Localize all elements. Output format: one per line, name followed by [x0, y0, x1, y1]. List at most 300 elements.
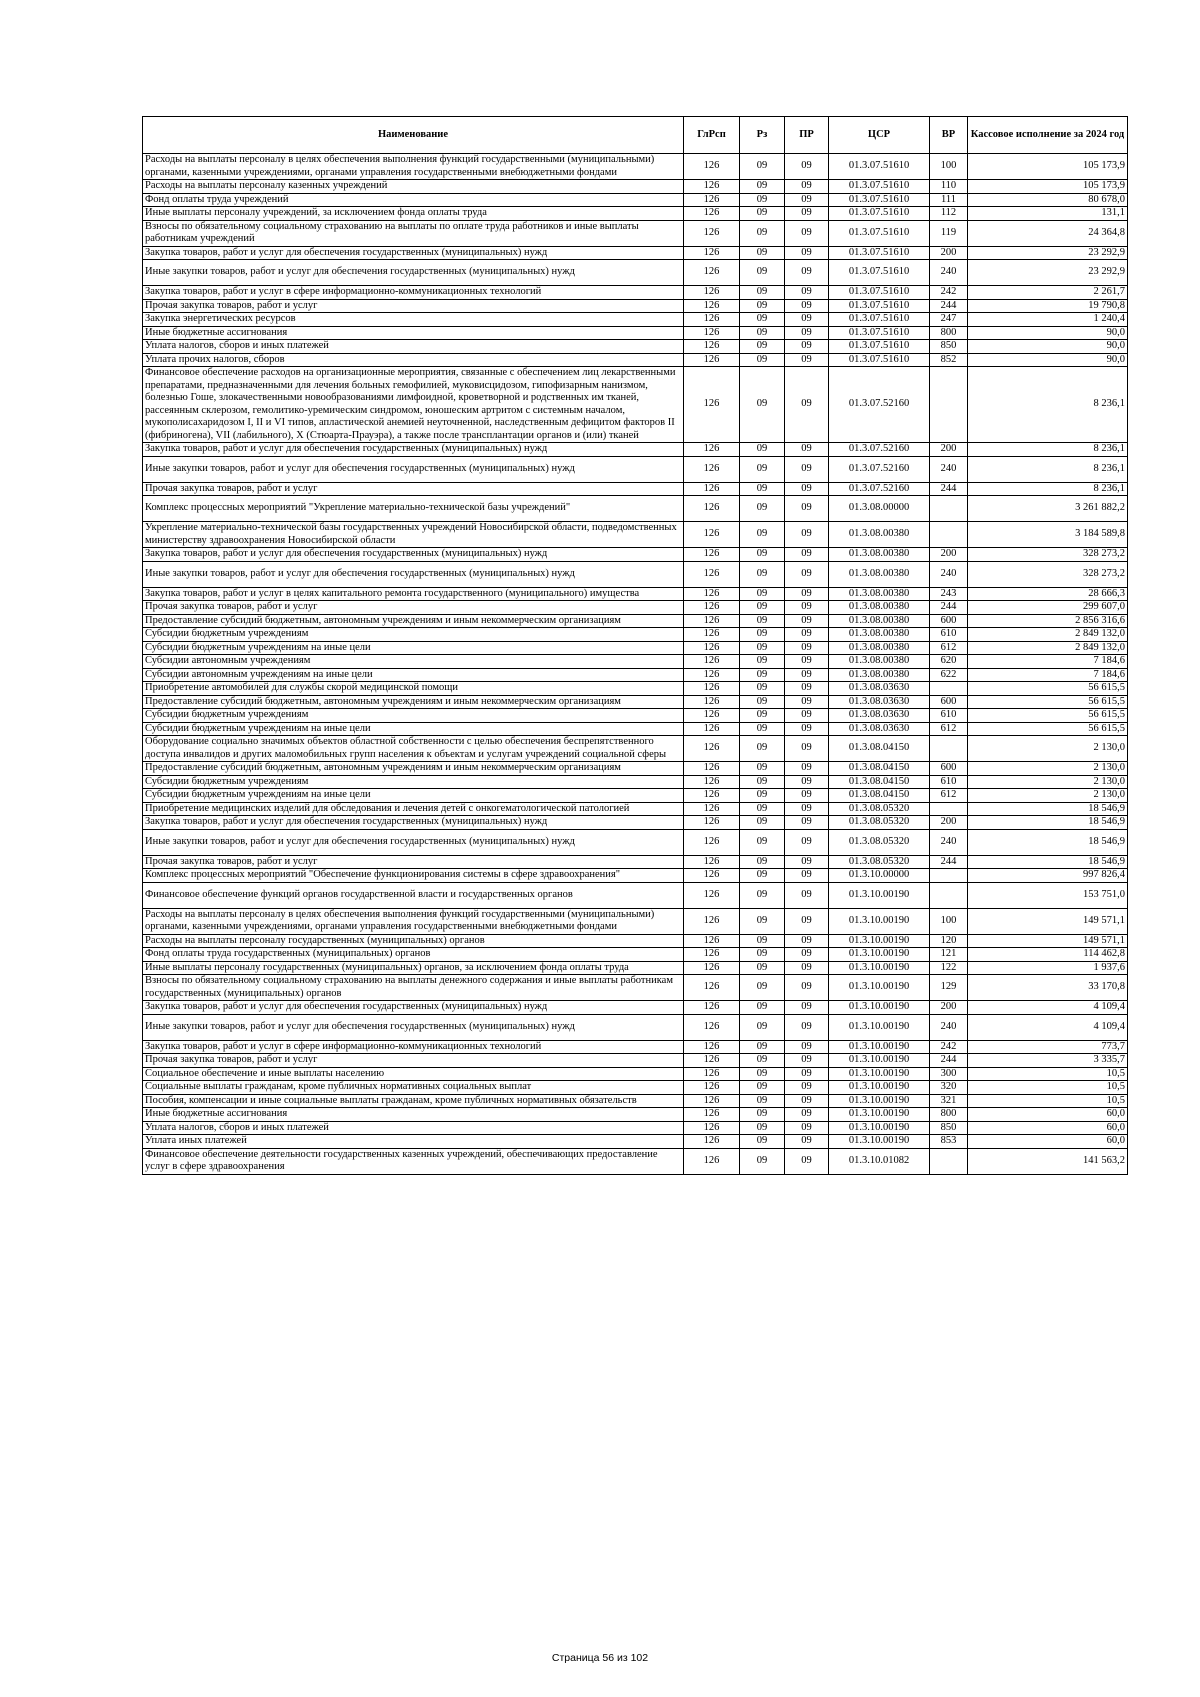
cell-amount: 8 236,1 — [968, 367, 1128, 443]
cell-name: Прочая закупка товаров, работ и услуг — [143, 855, 684, 869]
cell-rz: 09 — [740, 961, 785, 975]
table-row — [143, 443, 1128, 457]
cell-vr: 600 — [930, 614, 968, 628]
cell-rz: 09 — [740, 522, 785, 548]
cell-pr: 09 — [785, 614, 829, 628]
cell-rz: 09 — [740, 614, 785, 628]
cell-amount: 80 678,0 — [968, 193, 1128, 207]
cell-pr: 09 — [785, 775, 829, 789]
table-row — [143, 561, 1128, 587]
cell-name: Субсидии автономным учреждениям на иные цели — [143, 668, 684, 682]
cell-vr — [930, 869, 968, 883]
cell-rz: 09 — [740, 601, 785, 615]
cell-amount: 18 546,9 — [968, 816, 1128, 830]
cell-rz: 09 — [740, 816, 785, 830]
cell-pr: 09 — [785, 1108, 829, 1122]
table-row — [143, 299, 1128, 313]
cell-amount: 7 184,6 — [968, 655, 1128, 669]
cell-csr: 01.3.07.51610 — [829, 220, 930, 246]
table-row — [143, 548, 1128, 562]
cell-glrsp: 126 — [684, 934, 740, 948]
cell-vr: 243 — [930, 587, 968, 601]
cell-vr: 800 — [930, 326, 968, 340]
cell-glrsp: 126 — [684, 762, 740, 776]
cell-vr: 300 — [930, 1067, 968, 1081]
table-row — [143, 934, 1128, 948]
cell-csr: 01.3.10.00190 — [829, 1094, 930, 1108]
header-amount: Кассовое исполнение за 2024 год — [968, 117, 1128, 154]
cell-pr: 09 — [785, 367, 829, 443]
cell-vr: 244 — [930, 1054, 968, 1068]
cell-rz: 09 — [740, 326, 785, 340]
cell-csr: 01.3.10.00000 — [829, 869, 930, 883]
header-rz: Рз — [740, 117, 785, 154]
cell-name: Фонд оплаты труда государственных (муниципальных) органов — [143, 948, 684, 962]
cell-glrsp: 126 — [684, 614, 740, 628]
cell-rz: 09 — [740, 1135, 785, 1149]
table-row — [143, 1121, 1128, 1135]
cell-vr: 119 — [930, 220, 968, 246]
cell-csr: 01.3.08.00380 — [829, 614, 930, 628]
cell-amount: 56 615,5 — [968, 695, 1128, 709]
cell-vr: 200 — [930, 246, 968, 260]
cell-pr: 09 — [785, 762, 829, 776]
cell-vr — [930, 736, 968, 762]
cell-name: Субсидии бюджетным учреждениям на иные цели — [143, 789, 684, 803]
cell-pr: 09 — [785, 961, 829, 975]
cell-pr: 09 — [785, 482, 829, 496]
cell-glrsp: 126 — [684, 286, 740, 300]
cell-glrsp: 126 — [684, 1067, 740, 1081]
cell-amount: 149 571,1 — [968, 908, 1128, 934]
cell-amount: 19 790,8 — [968, 299, 1128, 313]
cell-name: Иные бюджетные ассигнования — [143, 1108, 684, 1122]
table-row — [143, 587, 1128, 601]
cell-name: Иные закупки товаров, работ и услуг для обеспечения государственных (муниципальных) нужд — [143, 1014, 684, 1040]
cell-pr: 09 — [785, 722, 829, 736]
cell-vr: 200 — [930, 1001, 968, 1015]
cell-csr: 01.3.07.51610 — [829, 207, 930, 221]
cell-csr: 01.3.08.04150 — [829, 736, 930, 762]
cell-glrsp: 126 — [684, 601, 740, 615]
cell-amount: 2 130,0 — [968, 775, 1128, 789]
cell-pr: 09 — [785, 601, 829, 615]
cell-amount: 33 170,8 — [968, 975, 1128, 1001]
cell-rz: 09 — [740, 628, 785, 642]
cell-csr: 01.3.07.52160 — [829, 456, 930, 482]
cell-vr — [930, 802, 968, 816]
header-glrsp: ГлРсп — [684, 117, 740, 154]
cell-csr: 01.3.07.51610 — [829, 340, 930, 354]
cell-glrsp: 126 — [684, 456, 740, 482]
cell-glrsp: 126 — [684, 313, 740, 327]
cell-amount: 28 666,3 — [968, 587, 1128, 601]
cell-csr: 01.3.07.51610 — [829, 353, 930, 367]
cell-csr: 01.3.07.51610 — [829, 299, 930, 313]
cell-vr — [930, 1148, 968, 1174]
cell-glrsp: 126 — [684, 587, 740, 601]
cell-name: Прочая закупка товаров, работ и услуг — [143, 482, 684, 496]
cell-amount: 2 261,7 — [968, 286, 1128, 300]
cell-rz: 09 — [740, 855, 785, 869]
cell-name: Социальные выплаты гражданам, кроме публичных нормативных социальных выплат — [143, 1081, 684, 1095]
table-row — [143, 628, 1128, 642]
cell-csr: 01.3.10.00190 — [829, 1108, 930, 1122]
cell-glrsp: 126 — [684, 655, 740, 669]
table-row — [143, 522, 1128, 548]
cell-vr: 112 — [930, 207, 968, 221]
cell-pr: 09 — [785, 561, 829, 587]
cell-rz: 09 — [740, 443, 785, 457]
cell-csr: 01.3.08.05320 — [829, 816, 930, 830]
cell-csr: 01.3.10.00190 — [829, 934, 930, 948]
cell-name: Расходы на выплаты персоналу в целях обеспечения выполнения функций государственными (муниципальными) органами, казенными учреждениями, органами управления государственными внебюджетными фондами — [143, 908, 684, 934]
cell-name: Фонд оплаты труда учреждений — [143, 193, 684, 207]
cell-glrsp: 126 — [684, 641, 740, 655]
cell-rz: 09 — [740, 180, 785, 194]
cell-amount: 328 273,2 — [968, 548, 1128, 562]
header-vr: ВР — [930, 117, 968, 154]
cell-rz: 09 — [740, 908, 785, 934]
cell-name: Иные закупки товаров, работ и услуг для обеспечения государственных (муниципальных) нужд — [143, 561, 684, 587]
cell-pr: 09 — [785, 736, 829, 762]
cell-amount: 90,0 — [968, 340, 1128, 354]
table-row — [143, 829, 1128, 855]
cell-glrsp: 126 — [684, 561, 740, 587]
cell-glrsp: 126 — [684, 299, 740, 313]
cell-pr: 09 — [785, 975, 829, 1001]
cell-amount: 24 364,8 — [968, 220, 1128, 246]
table-row — [143, 367, 1128, 443]
cell-name: Укрепление материально-технической базы государственных учреждений Новосибирской области, подведомственных министерству здравоохранения Новосибирской области — [143, 522, 684, 548]
cell-csr: 01.3.07.51610 — [829, 326, 930, 340]
table-row — [143, 869, 1128, 883]
cell-vr: 610 — [930, 628, 968, 642]
cell-pr: 09 — [785, 353, 829, 367]
cell-glrsp: 126 — [684, 548, 740, 562]
cell-csr: 01.3.10.00190 — [829, 961, 930, 975]
cell-pr: 09 — [785, 1040, 829, 1054]
cell-name: Предоставление субсидий бюджетным, автономным учреждениям и иным некоммерческим организациям — [143, 762, 684, 776]
cell-pr: 09 — [785, 829, 829, 855]
cell-csr: 01.3.08.00380 — [829, 548, 930, 562]
cell-pr: 09 — [785, 340, 829, 354]
cell-vr — [930, 496, 968, 522]
cell-glrsp: 126 — [684, 1094, 740, 1108]
cell-glrsp: 126 — [684, 682, 740, 696]
cell-name: Уплата иных платежей — [143, 1135, 684, 1149]
cell-amount: 141 563,2 — [968, 1148, 1128, 1174]
cell-rz: 09 — [740, 496, 785, 522]
cell-rz: 09 — [740, 286, 785, 300]
cell-rz: 09 — [740, 882, 785, 908]
cell-pr: 09 — [785, 1014, 829, 1040]
cell-name: Приобретение автомобилей для службы скорой медицинской помощи — [143, 682, 684, 696]
cell-vr: 200 — [930, 548, 968, 562]
cell-name: Комплекс процессных мероприятий "Укрепление материально-технической базы учреждений" — [143, 496, 684, 522]
table-row — [143, 655, 1128, 669]
cell-csr: 01.3.10.00190 — [829, 1135, 930, 1149]
cell-vr — [930, 882, 968, 908]
table-row — [143, 482, 1128, 496]
cell-amount: 8 236,1 — [968, 482, 1128, 496]
cell-vr: 612 — [930, 641, 968, 655]
cell-vr: 100 — [930, 908, 968, 934]
cell-rz: 09 — [740, 1094, 785, 1108]
cell-amount: 997 826,4 — [968, 869, 1128, 883]
cell-glrsp: 126 — [684, 722, 740, 736]
cell-csr: 01.3.08.03630 — [829, 709, 930, 723]
cell-rz: 09 — [740, 682, 785, 696]
cell-name: Закупка товаров, работ и услуг для обеспечения государственных (муниципальных) нужд — [143, 443, 684, 457]
cell-pr: 09 — [785, 180, 829, 194]
cell-amount: 4 109,4 — [968, 1001, 1128, 1015]
cell-name: Приобретение медицинских изделий для обследования и лечения детей с онкогематологической патологией — [143, 802, 684, 816]
cell-glrsp: 126 — [684, 260, 740, 286]
cell-pr: 09 — [785, 1081, 829, 1095]
table-row — [143, 802, 1128, 816]
cell-amount: 153 751,0 — [968, 882, 1128, 908]
cell-glrsp: 126 — [684, 1108, 740, 1122]
cell-pr: 09 — [785, 934, 829, 948]
cell-glrsp: 126 — [684, 443, 740, 457]
cell-glrsp: 126 — [684, 1054, 740, 1068]
cell-name: Финансовое обеспечение функций органов государственной власти и государственных органов — [143, 882, 684, 908]
cell-amount: 8 236,1 — [968, 456, 1128, 482]
cell-pr: 09 — [785, 456, 829, 482]
cell-pr: 09 — [785, 154, 829, 180]
table-row — [143, 1148, 1128, 1174]
cell-name: Прочая закупка товаров, работ и услуг — [143, 299, 684, 313]
cell-pr: 09 — [785, 443, 829, 457]
cell-pr: 09 — [785, 655, 829, 669]
cell-pr: 09 — [785, 587, 829, 601]
cell-name: Закупка товаров, работ и услуг в целях капитального ремонта государственного (муниципального) имущества — [143, 587, 684, 601]
cell-pr: 09 — [785, 628, 829, 642]
cell-glrsp: 126 — [684, 522, 740, 548]
cell-rz: 09 — [740, 975, 785, 1001]
cell-name: Финансовое обеспечение расходов на организационные мероприятия, связанные с обеспечением лиц лекарственными препаратами, предназначенными для лечения больных гемофилией, муковисцидозом, гипофизарным нанизмом, болезнью Гоше, злокачественными новообразованиями лимфоидной, кроветворной и родственных им тканей, рассеянным склерозом, гемолитико-уремическим синдромом, юношеским артритом с системным началом, мукополисахаридозом I, II и VI типов, апластической анемией неуточненной, наследственным дефицитом факторов II (фибриногена), VII (лабильного), X (Стюарта-Прауэра), а также после трансплантации органов и (или) тканей — [143, 367, 684, 443]
cell-rz: 09 — [740, 869, 785, 883]
cell-name: Иные закупки товаров, работ и услуг для обеспечения государственных (муниципальных) нужд — [143, 829, 684, 855]
cell-pr: 09 — [785, 641, 829, 655]
cell-name: Субсидии бюджетным учреждениям — [143, 709, 684, 723]
cell-name: Закупка товаров, работ и услуг для обеспечения государственных (муниципальных) нужд — [143, 816, 684, 830]
cell-glrsp: 126 — [684, 1001, 740, 1015]
cell-amount: 105 173,9 — [968, 154, 1128, 180]
cell-vr: 620 — [930, 655, 968, 669]
cell-amount: 3 335,7 — [968, 1054, 1128, 1068]
cell-csr: 01.3.07.52160 — [829, 367, 930, 443]
page-number: Страница 56 из 102 — [551, 1652, 649, 1664]
budget-execution-table — [142, 116, 1128, 1175]
cell-name: Расходы на выплаты персоналу казенных учреждений — [143, 180, 684, 194]
cell-csr: 01.3.10.00190 — [829, 1014, 930, 1040]
table-row — [143, 1108, 1128, 1122]
cell-csr: 01.3.07.51610 — [829, 260, 930, 286]
cell-rz: 09 — [740, 313, 785, 327]
cell-vr: 600 — [930, 695, 968, 709]
cell-pr: 09 — [785, 207, 829, 221]
cell-vr: 800 — [930, 1108, 968, 1122]
cell-pr: 09 — [785, 299, 829, 313]
table-row — [143, 456, 1128, 482]
cell-amount: 4 109,4 — [968, 1014, 1128, 1040]
cell-glrsp: 126 — [684, 816, 740, 830]
cell-glrsp: 126 — [684, 326, 740, 340]
cell-rz: 09 — [740, 722, 785, 736]
cell-csr: 01.3.10.00190 — [829, 1054, 930, 1068]
table-row — [143, 193, 1128, 207]
cell-vr: 200 — [930, 816, 968, 830]
cell-name: Социальное обеспечение и иные выплаты населению — [143, 1067, 684, 1081]
cell-vr: 240 — [930, 1014, 968, 1040]
cell-pr: 09 — [785, 709, 829, 723]
cell-amount: 3 261 882,2 — [968, 496, 1128, 522]
cell-glrsp: 126 — [684, 961, 740, 975]
cell-amount: 18 546,9 — [968, 829, 1128, 855]
cell-name: Закупка товаров, работ и услуг для обеспечения государственных (муниципальных) нужд — [143, 246, 684, 260]
table-row — [143, 1135, 1128, 1149]
cell-csr: 01.3.10.00190 — [829, 975, 930, 1001]
cell-pr: 09 — [785, 246, 829, 260]
cell-amount: 90,0 — [968, 353, 1128, 367]
cell-amount: 105 173,9 — [968, 180, 1128, 194]
cell-vr: 111 — [930, 193, 968, 207]
cell-vr: 240 — [930, 456, 968, 482]
cell-vr: 100 — [930, 154, 968, 180]
cell-rz: 09 — [740, 1040, 785, 1054]
cell-glrsp: 126 — [684, 180, 740, 194]
cell-csr: 01.3.07.52160 — [829, 482, 930, 496]
cell-vr: 852 — [930, 353, 968, 367]
cell-name: Уплата налогов, сборов и иных платежей — [143, 340, 684, 354]
cell-glrsp: 126 — [684, 668, 740, 682]
cell-vr: 242 — [930, 1040, 968, 1054]
cell-rz: 09 — [740, 736, 785, 762]
cell-amount: 56 615,5 — [968, 709, 1128, 723]
cell-vr: 244 — [930, 855, 968, 869]
cell-glrsp: 126 — [684, 246, 740, 260]
table-body — [143, 154, 1128, 1175]
table-row — [143, 1014, 1128, 1040]
table-row — [143, 1054, 1128, 1068]
cell-rz: 09 — [740, 367, 785, 443]
cell-glrsp: 126 — [684, 829, 740, 855]
cell-amount: 56 615,5 — [968, 722, 1128, 736]
cell-pr: 09 — [785, 668, 829, 682]
cell-amount: 149 571,1 — [968, 934, 1128, 948]
table-row — [143, 246, 1128, 260]
cell-rz: 09 — [740, 789, 785, 803]
cell-glrsp: 126 — [684, 789, 740, 803]
table-row — [143, 220, 1128, 246]
cell-vr: 240 — [930, 260, 968, 286]
cell-glrsp: 126 — [684, 1148, 740, 1174]
cell-name: Субсидии автономным учреждениям — [143, 655, 684, 669]
cell-glrsp: 126 — [684, 207, 740, 221]
cell-csr: 01.3.07.51610 — [829, 154, 930, 180]
table-row — [143, 816, 1128, 830]
table-row — [143, 313, 1128, 327]
cell-name: Уплата прочих налогов, сборов — [143, 353, 684, 367]
table-row — [143, 789, 1128, 803]
cell-csr: 01.3.08.04150 — [829, 775, 930, 789]
cell-name: Закупка товаров, работ и услуг в сфере информационно-коммуникационных технологий — [143, 286, 684, 300]
cell-vr: 110 — [930, 180, 968, 194]
cell-amount: 2 856 316,6 — [968, 614, 1128, 628]
cell-amount: 60,0 — [968, 1121, 1128, 1135]
cell-amount: 2 130,0 — [968, 736, 1128, 762]
cell-vr — [930, 367, 968, 443]
cell-name: Расходы на выплаты персоналу в целях обеспечения выполнения функций государственными (муниципальными) органами, казенными учреждениями, органами управления государственными внебюджетными фондами — [143, 154, 684, 180]
cell-glrsp: 126 — [684, 736, 740, 762]
cell-vr: 200 — [930, 443, 968, 457]
cell-pr: 09 — [785, 816, 829, 830]
cell-amount: 2 849 132,0 — [968, 628, 1128, 642]
cell-name: Предоставление субсидий бюджетным, автономным учреждениям и иным некоммерческим организациям — [143, 614, 684, 628]
cell-glrsp: 126 — [684, 948, 740, 962]
cell-rz: 09 — [740, 220, 785, 246]
cell-amount: 2 130,0 — [968, 762, 1128, 776]
cell-glrsp: 126 — [684, 855, 740, 869]
cell-csr: 01.3.08.00380 — [829, 628, 930, 642]
cell-vr: 240 — [930, 561, 968, 587]
cell-vr: 853 — [930, 1135, 968, 1149]
cell-name: Иные выплаты персоналу государственных (муниципальных) органов, за исключением фонда оплаты труда — [143, 961, 684, 975]
cell-vr — [930, 522, 968, 548]
table-row — [143, 260, 1128, 286]
table-row — [143, 1001, 1128, 1015]
cell-glrsp: 126 — [684, 908, 740, 934]
table-row — [143, 286, 1128, 300]
cell-amount: 114 462,8 — [968, 948, 1128, 962]
cell-csr: 01.3.08.00380 — [829, 641, 930, 655]
cell-vr: 242 — [930, 286, 968, 300]
cell-name: Закупка товаров, работ и услуг в сфере информационно-коммуникационных технологий — [143, 1040, 684, 1054]
cell-name: Прочая закупка товаров, работ и услуг — [143, 601, 684, 615]
cell-vr: 121 — [930, 948, 968, 962]
cell-vr: 610 — [930, 709, 968, 723]
cell-name: Субсидии бюджетным учреждениям на иные цели — [143, 722, 684, 736]
table-row — [143, 975, 1128, 1001]
cell-pr: 09 — [785, 1001, 829, 1015]
cell-rz: 09 — [740, 456, 785, 482]
table-row — [143, 948, 1128, 962]
cell-name: Взносы по обязательному социальному страхованию на выплаты по оплате труда работников и иные выплаты работникам учреждений — [143, 220, 684, 246]
cell-pr: 09 — [785, 260, 829, 286]
table-row — [143, 695, 1128, 709]
cell-vr: 320 — [930, 1081, 968, 1095]
cell-vr — [930, 682, 968, 696]
cell-pr: 09 — [785, 548, 829, 562]
cell-rz: 09 — [740, 695, 785, 709]
header-csr: ЦСР — [829, 117, 930, 154]
cell-glrsp: 126 — [684, 1121, 740, 1135]
cell-amount: 10,5 — [968, 1067, 1128, 1081]
table-row — [143, 340, 1128, 354]
cell-name: Иные закупки товаров, работ и услуг для обеспечения государственных (муниципальных) нужд — [143, 260, 684, 286]
cell-glrsp: 126 — [684, 802, 740, 816]
cell-vr: 612 — [930, 789, 968, 803]
cell-pr: 09 — [785, 1067, 829, 1081]
cell-glrsp: 126 — [684, 353, 740, 367]
cell-csr: 01.3.10.01082 — [829, 1148, 930, 1174]
cell-csr: 01.3.07.51610 — [829, 246, 930, 260]
cell-rz: 09 — [740, 207, 785, 221]
cell-amount: 2 130,0 — [968, 789, 1128, 803]
cell-pr: 09 — [785, 313, 829, 327]
